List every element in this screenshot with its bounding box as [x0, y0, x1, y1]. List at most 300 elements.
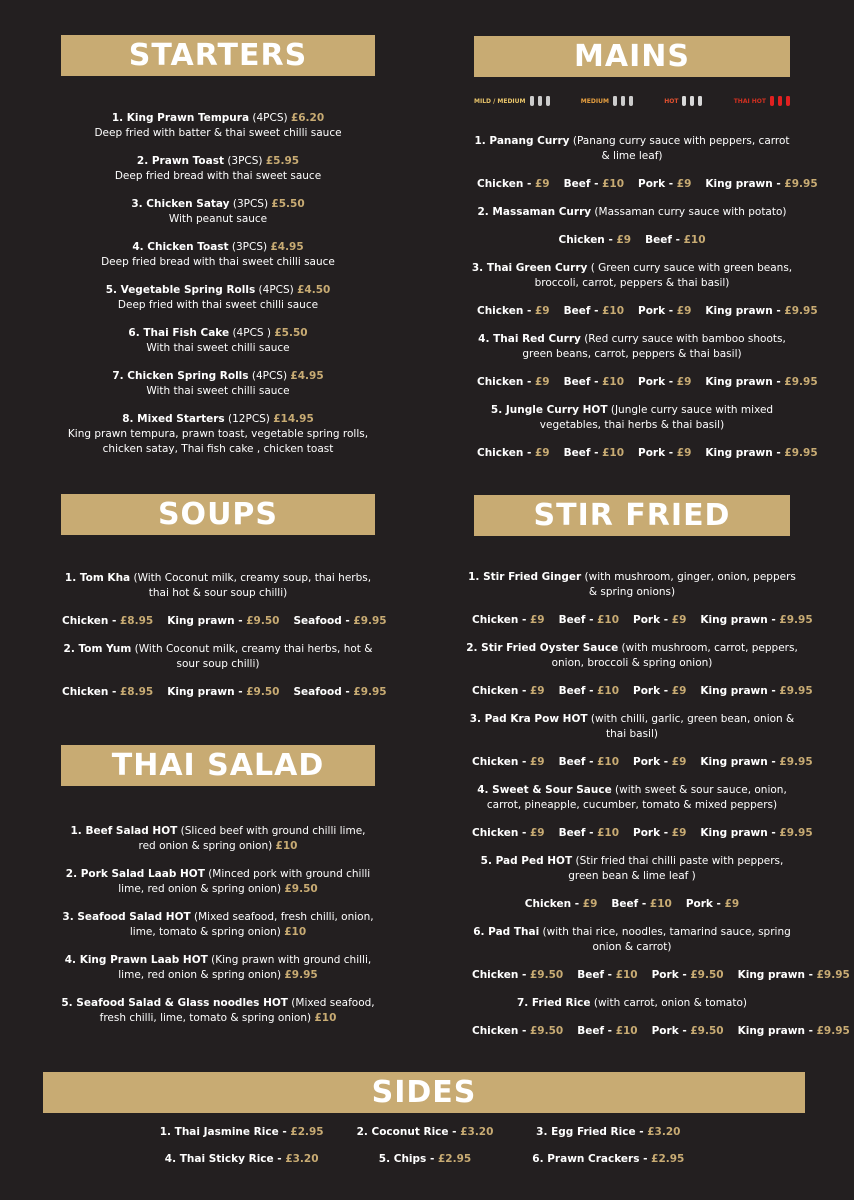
sides-heading: SIDES: [43, 1072, 805, 1113]
price-option-label: Beef -: [645, 234, 684, 246]
price-option-label: King prawn -: [705, 305, 785, 317]
price-option-label: King prawn -: [700, 685, 780, 697]
menu-item-name: 1. King Prawn Tempura: [111, 112, 250, 124]
chili-icon: [546, 96, 550, 106]
price-option: [477, 304, 550, 319]
menu-item: [470, 205, 794, 220]
menu-item: [61, 369, 375, 399]
side-item-label: 1. Thai Jasmine Rice -: [159, 1126, 291, 1138]
side-item: [333, 1126, 516, 1138]
price-option: [700, 826, 812, 841]
menu-item: [61, 154, 375, 184]
price-option-label: King prawn -: [737, 969, 817, 981]
menu-item-name: 5. Vegetable Spring Rolls: [105, 284, 256, 296]
side-item-label: 3. Egg Fried Rice -: [536, 1126, 648, 1138]
menu-item-price: £9.95: [284, 969, 318, 981]
chili-icon: [538, 96, 542, 106]
price-option-value: £10: [602, 447, 625, 459]
price-option-value: £9: [534, 305, 550, 317]
menu-item-qty: (4PCS ): [229, 327, 275, 339]
menu-item-name: 6. Pad Thai: [473, 926, 540, 938]
spice-level: [734, 96, 790, 106]
starters-list: [61, 111, 375, 470]
price-row: [470, 177, 818, 192]
menu-item-description: (with sweet & sour sauce, onion, carrot, pineapple, cucumber, tomato & mixed peppers): [486, 784, 787, 811]
side-item-label: 4. Thai Sticky Rice -: [164, 1153, 286, 1165]
price-option: [559, 613, 619, 628]
menu-item-description: (Mixed seafood, fresh chilli, onion, lime, tomato & spring onion): [129, 911, 374, 938]
menu-item-description: Deep fried with batter & thai sweet chilli sauce: [94, 127, 342, 139]
menu-item-name: 4. Sweet & Sour Sauce: [477, 784, 612, 796]
side-item-label: 6. Prawn Crackers -: [532, 1153, 652, 1165]
price-option-value: £10: [649, 898, 672, 910]
price-option: [293, 685, 386, 700]
menu-item-name: 2. Pork Salad Laab HOT: [65, 868, 205, 880]
menu-item: [61, 824, 375, 854]
price-option-value: £9: [671, 827, 687, 839]
price-option-value: £9.95: [779, 614, 813, 626]
menu-item-name: 8. Mixed Starters: [122, 413, 225, 425]
menu-item-name: 2. Tom Yum: [63, 643, 132, 655]
menu-item-description: (with mushroom, ginger, onion, peppers & spring onions): [581, 571, 796, 598]
price-option-value: £9.50: [246, 615, 280, 627]
menu-item-price: £5.95: [265, 155, 300, 167]
menu-item: [61, 197, 375, 227]
price-option-value: £9.95: [784, 447, 818, 459]
menu-item-qty: (3PCS): [229, 198, 272, 210]
menu-item: [465, 854, 799, 884]
price-option-label: Pork -: [638, 305, 677, 317]
menu-item: [61, 867, 375, 897]
price-option-label: Beef -: [611, 898, 650, 910]
menu-item: [470, 403, 794, 433]
price-option-label: King prawn -: [705, 178, 785, 190]
side-item-price: £3.20: [647, 1126, 681, 1138]
price-row: [55, 614, 387, 629]
chili-icon: [698, 96, 702, 106]
menu-item-title-line: [61, 197, 375, 212]
price-option-label: Pork -: [633, 614, 672, 626]
price-option: [564, 375, 624, 390]
price-option-value: £9.50: [690, 1025, 724, 1037]
menu-item-title-line: [61, 283, 375, 298]
price-option: [472, 684, 545, 699]
menu-item: [61, 326, 375, 356]
menu-item-qty: (4PCS): [248, 370, 291, 382]
price-option-value: £9: [671, 685, 687, 697]
chili-icon: [629, 96, 633, 106]
menu-item: [61, 240, 375, 270]
thai-salad-heading: THAI SALAD: [61, 745, 375, 786]
price-option: [559, 684, 619, 699]
price-option: [638, 375, 691, 390]
price-option-value: £9.50: [529, 969, 564, 981]
price-option-value: £10: [683, 234, 706, 246]
menu-item-price: £10: [314, 1012, 337, 1024]
menu-item-name: 7. Chicken Spring Rolls: [112, 370, 249, 382]
price-row: [470, 375, 818, 390]
menu-item-name: 4. Chicken Toast: [132, 241, 229, 253]
menu-item: [465, 570, 799, 600]
menu-item-description: Deep fried bread with thai sweet sauce: [114, 170, 322, 182]
price-option-label: Chicken -: [477, 178, 535, 190]
price-option-value: £9.50: [529, 1025, 564, 1037]
price-option-label: Chicken -: [472, 1025, 530, 1037]
menu-item-price: £14.95: [273, 413, 314, 425]
price-option: [167, 685, 279, 700]
side-item-price: £2.95: [290, 1126, 324, 1138]
chili-icon: [530, 96, 534, 106]
menu-item-name: 1. Panang Curry: [474, 135, 570, 147]
price-option-value: £9: [534, 447, 550, 459]
price-option: [62, 685, 153, 700]
price-row: [465, 968, 850, 983]
menu-item-name: 3. Seafood Salad HOT: [62, 911, 191, 923]
side-item-price: £3.20: [460, 1126, 494, 1138]
spice-legend: [474, 96, 790, 106]
menu-item-price: £4.95: [270, 241, 304, 253]
price-option-value: £10: [597, 614, 620, 626]
price-option-label: Chicken -: [472, 969, 530, 981]
price-option-value: £9.95: [784, 178, 818, 190]
spice-level: [474, 96, 550, 106]
menu-item: [55, 571, 381, 601]
side-item-price: £3.20: [285, 1153, 319, 1165]
sides-list: [150, 1126, 700, 1165]
price-option-label: Beef -: [558, 685, 598, 697]
menu-item-description: (Mixed seafood, fresh chilli, lime, tomato & spring onion): [99, 997, 375, 1024]
price-option-value: £9: [671, 756, 687, 768]
price-option: [633, 755, 686, 770]
price-option-label: Beef -: [577, 969, 616, 981]
price-option-label: King prawn -: [700, 614, 780, 626]
menu-item-name: 2. Prawn Toast: [136, 155, 224, 167]
menu-item-name: 3. Thai Green Curry: [471, 262, 588, 274]
price-option: [564, 304, 624, 319]
menu-item: [470, 134, 794, 164]
price-row: [465, 613, 813, 628]
price-option: [633, 684, 686, 699]
thai-salad-list: [61, 824, 375, 1039]
menu-item-price: £5.50: [274, 327, 308, 339]
menu-item: [465, 925, 799, 955]
price-option-value: £9: [724, 898, 740, 910]
price-option: [686, 897, 739, 912]
price-option: [577, 968, 637, 983]
side-item-price: £2.95: [651, 1153, 685, 1165]
menu-item-description: (Panang curry sauce with peppers, carrot & lime leaf): [569, 135, 790, 162]
price-row: [465, 897, 799, 912]
price-option-value: £10: [597, 827, 620, 839]
price-option-value: £10: [602, 178, 625, 190]
menu-item-price: £4.95: [290, 370, 324, 382]
menu-item-price: £5.50: [271, 198, 305, 210]
price-option: [652, 1024, 724, 1039]
menu-item-qty: (3PCS): [228, 241, 271, 253]
price-option-label: Pork -: [651, 1025, 691, 1037]
price-option-label: Chicken -: [477, 376, 535, 388]
price-option-label: Pork -: [633, 685, 672, 697]
menu-item: [465, 712, 799, 742]
stir-fried-list: [465, 570, 850, 1052]
price-option-value: £9.95: [816, 1025, 850, 1037]
menu-item-description: (Stir fried thai chilli paste with peppers, green bean & lime leaf ): [568, 855, 784, 882]
price-option-label: Seafood -: [293, 686, 354, 698]
side-item: [150, 1153, 333, 1165]
price-option-value: £9: [529, 827, 545, 839]
menu-item-qty: (3PCS): [223, 155, 266, 167]
price-option: [62, 614, 153, 629]
chili-icon: [778, 96, 782, 106]
price-option-value: £9: [582, 898, 598, 910]
price-option: [638, 177, 691, 192]
menu-item-name: 6. Thai Fish Cake: [128, 327, 230, 339]
price-option-label: Seafood -: [293, 615, 354, 627]
price-option-value: £9: [676, 305, 692, 317]
menu-item-description: (with mushroom, carrot, peppers, onion, broccoli & spring onion): [551, 642, 798, 669]
menu-item-title-line: [61, 326, 375, 341]
price-option-value: £9: [676, 376, 692, 388]
menu-item-name: 5. Jungle Curry HOT: [490, 404, 608, 416]
soups-list: [55, 571, 387, 713]
menu-item-title-line: [61, 111, 375, 126]
side-item-price: £2.95: [437, 1153, 472, 1165]
price-option: [472, 613, 545, 628]
price-option-label: Pork -: [638, 447, 677, 459]
menu-item-description: (Massaman curry sauce with potato): [591, 206, 787, 218]
price-option-value: £9: [529, 614, 545, 626]
price-option: [564, 177, 624, 192]
chili-icon: [786, 96, 790, 106]
price-option-value: £9: [534, 376, 550, 388]
price-option-label: King prawn -: [705, 376, 785, 388]
price-row: [465, 755, 813, 770]
price-option: [472, 755, 545, 770]
price-option-label: Chicken -: [472, 685, 530, 697]
price-option-value: £9.95: [784, 305, 818, 317]
menu-item-price: £10: [284, 926, 307, 938]
price-option-value: £9: [676, 447, 692, 459]
price-option: [738, 968, 850, 983]
price-option-label: King prawn -: [167, 615, 247, 627]
menu-item-price: £9.50: [284, 883, 318, 895]
menu-item-description: (Red curry sauce with bamboo shoots, green beans, carrot, peppers & thai basil): [522, 333, 786, 360]
menu-item-description: (King prawn with ground chilli, lime, red onion & spring onion): [118, 954, 372, 981]
menu-item: [61, 412, 375, 457]
spice-level-label: HOT: [664, 97, 679, 105]
menu-item-name: 4. King Prawn Laab HOT: [64, 954, 208, 966]
price-row: [55, 685, 387, 700]
price-option: [700, 613, 812, 628]
price-option-value: £9.95: [353, 686, 387, 698]
menu-item-price: £4.50: [297, 284, 331, 296]
price-option: [705, 375, 817, 390]
chili-icon: [682, 96, 686, 106]
price-option-label: Chicken -: [472, 827, 530, 839]
mains-list: [470, 134, 818, 474]
menu-item-description: (with chilli, garlic, green bean, onion & thai basil): [587, 713, 795, 740]
menu-item-description: (with thai rice, noodles, tamarind sauce, spring onion & carrot): [539, 926, 791, 953]
price-option-label: King prawn -: [700, 827, 780, 839]
price-option-label: Chicken -: [524, 898, 583, 910]
price-row: [470, 233, 794, 248]
price-option-label: Beef -: [558, 756, 598, 768]
price-option: [477, 177, 550, 192]
price-option: [700, 755, 812, 770]
menu-item: [470, 332, 794, 362]
menu-item-description: (Jungle curry sauce with mixed vegetables, thai herbs & thai basil): [539, 404, 774, 431]
menu-item-title-line: [61, 240, 375, 255]
side-item: [517, 1126, 700, 1138]
menu-item-description: (Minced pork with ground chilli lime, red onion & spring onion): [118, 868, 371, 895]
spice-level: [581, 96, 633, 106]
price-option-value: £8.95: [119, 615, 154, 627]
menu-item-name: 3. Pad Kra Pow HOT: [469, 713, 588, 725]
price-option: [472, 826, 545, 841]
price-option-label: Beef -: [558, 614, 598, 626]
menu-item-name: 7. Fried Rice: [516, 997, 591, 1009]
price-option-label: Chicken -: [477, 305, 535, 317]
price-option: [652, 968, 724, 983]
price-option-label: Pork -: [651, 969, 691, 981]
price-option-value: £9: [529, 756, 545, 768]
price-option-label: Pork -: [638, 376, 677, 388]
chili-icon: [690, 96, 694, 106]
price-option: [705, 304, 817, 319]
price-option: [645, 233, 705, 248]
price-option-label: Chicken -: [477, 447, 535, 459]
price-option: [577, 1024, 637, 1039]
price-option-label: King prawn -: [700, 756, 780, 768]
menu-item-qty: (4PCS): [255, 284, 298, 296]
menu-item-description: Deep fried with thai sweet chilli sauce: [117, 299, 319, 311]
menu-item-description: With thai sweet chilli sauce: [146, 385, 290, 397]
menu-item-name: 3. Chicken Satay: [131, 198, 230, 210]
menu-item: [465, 641, 799, 671]
price-option-label: Chicken -: [558, 234, 617, 246]
price-option: [558, 233, 631, 248]
menu-item-description: With peanut sauce: [168, 213, 268, 225]
chili-icon: [613, 96, 617, 106]
price-option: [525, 897, 598, 912]
price-option: [472, 968, 563, 983]
price-option-value: £10: [597, 756, 620, 768]
price-option-label: Pork -: [685, 898, 725, 910]
price-option-label: King prawn -: [737, 1025, 817, 1037]
menu-item: [465, 783, 799, 813]
menu-item-qty: (4PCS): [249, 112, 291, 124]
menu-item-name: 4. Thai Red Curry: [478, 333, 581, 345]
price-option-value: £9: [529, 685, 545, 697]
menu-item-description: ( Green curry sauce with green beans, broccoli, carrot, peppers & thai basil): [534, 262, 793, 289]
price-option-value: £9: [534, 178, 550, 190]
price-option: [477, 375, 550, 390]
price-option-value: £10: [597, 685, 620, 697]
menu-item-description: (with carrot, onion & tomato): [590, 997, 748, 1009]
menu-item-price: £6.20: [290, 112, 325, 124]
price-option: [167, 614, 279, 629]
price-option: [705, 446, 817, 461]
price-option-label: King prawn -: [705, 447, 785, 459]
spice-level-label: MEDIUM: [580, 97, 609, 105]
spice-level-label: MILD / MEDIUM: [474, 97, 526, 105]
price-option-value: £9.95: [779, 827, 813, 839]
menu-item: [61, 111, 375, 141]
price-option-value: £8.95: [119, 686, 154, 698]
price-option-label: Beef -: [563, 305, 603, 317]
price-option-value: £9: [676, 178, 692, 190]
chili-icon: [621, 96, 625, 106]
menu-item-title-line: [61, 369, 375, 384]
menu-item-name: 1. Stir Fried Ginger: [468, 571, 582, 583]
chili-icon: [770, 96, 774, 106]
menu-item-description: (Sliced beef with ground chilli lime, red onion & spring onion): [138, 825, 366, 852]
menu-item-name: 2. Stir Fried Oyster Sauce: [466, 642, 619, 654]
price-option-value: £10: [602, 376, 625, 388]
price-option: [564, 446, 624, 461]
menu-item-name: 5. Seafood Salad & Glass noodles HOT: [61, 997, 288, 1009]
price-option: [477, 446, 550, 461]
price-option-value: £9.95: [784, 376, 818, 388]
price-option-value: £9.50: [246, 686, 280, 698]
menu-item: [55, 642, 381, 672]
price-option: [293, 614, 386, 629]
price-option: [472, 1024, 563, 1039]
price-option-label: Chicken -: [62, 686, 120, 698]
menu-item-description: (With Coconut milk, creamy soup, thai herbs, thai hot & sour soup chilli): [130, 572, 372, 599]
menu-item: [61, 283, 375, 313]
side-item: [150, 1126, 333, 1138]
menu-item: [61, 953, 375, 983]
price-option-value: £9.95: [353, 615, 387, 627]
menu-item-description: King prawn tempura, prawn toast, vegetable spring rolls, chicken satay, Thai fish cake , chicken toast: [67, 428, 369, 455]
price-option: [611, 897, 671, 912]
price-option: [638, 304, 691, 319]
side-item: [517, 1153, 700, 1165]
menu-item: [470, 261, 794, 291]
price-option-value: £10: [615, 1025, 638, 1037]
menu-item: [465, 996, 799, 1011]
price-option-value: £9.95: [779, 756, 813, 768]
price-option-label: Chicken -: [472, 614, 530, 626]
menu-item-price: £10: [275, 840, 298, 852]
price-option: [738, 1024, 850, 1039]
price-option-value: £9.95: [816, 969, 850, 981]
price-row: [470, 304, 818, 319]
price-row: [470, 446, 818, 461]
price-option-label: Beef -: [563, 178, 603, 190]
price-option-value: £10: [615, 969, 638, 981]
menu-item: [61, 996, 375, 1026]
price-option-label: Beef -: [577, 1025, 616, 1037]
menu-item-qty: (12PCS): [224, 413, 274, 425]
mains-heading: MAINS: [474, 36, 790, 77]
menu-item-title-line: [61, 412, 375, 427]
menu-item-description: (With Coconut milk, creamy thai herbs, hot & sour soup chilli): [131, 643, 373, 670]
menu-item-name: 2. Massaman Curry: [477, 206, 592, 218]
starters-heading: STARTERS: [61, 35, 375, 76]
price-option-value: £10: [602, 305, 625, 317]
menu-item-title-line: [61, 154, 375, 169]
price-row: [465, 684, 813, 699]
price-option: [633, 826, 686, 841]
menu-item-name: 1. Tom Kha: [64, 572, 131, 584]
soups-heading: SOUPS: [61, 494, 375, 535]
price-option: [705, 177, 817, 192]
price-option: [633, 613, 686, 628]
stir-fried-heading: STIR FRIED: [474, 495, 790, 536]
price-option-label: Beef -: [563, 447, 603, 459]
